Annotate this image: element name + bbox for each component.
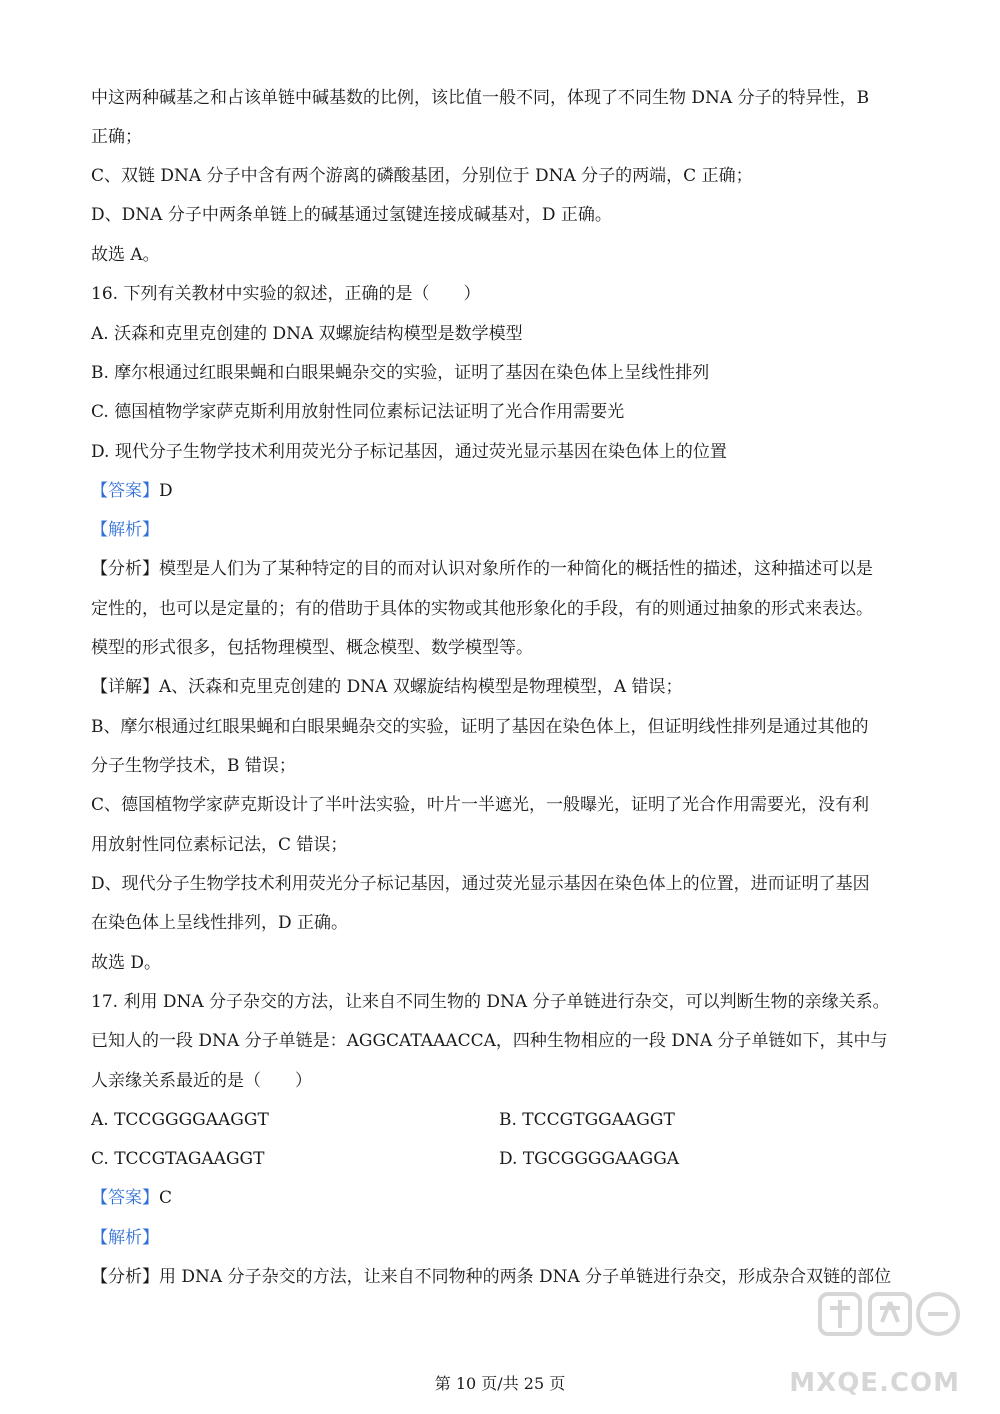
- text-line: 已知人的一段 DNA 分子单链是：AGGCATAAACCA，四种生物相应的一段 DNA 分子单链如下，其中与: [91, 1031, 888, 1051]
- jiexi-tag: 【解析】: [91, 520, 159, 540]
- text-line: 用放射性同位素标记法，C 错误；: [91, 835, 348, 855]
- text-line: 人亲缘关系最近的是（ ）: [91, 1071, 312, 1091]
- page-footer: 第 10 页/共 25 页: [434, 1374, 566, 1393]
- question-16-jiexi: [91, 518, 911, 542]
- text-line: 分子生物学技术，B 错误；: [91, 756, 296, 776]
- answer-tag: 【答案】: [91, 481, 159, 501]
- question-16-answer: [91, 479, 911, 503]
- text-line: 定性的，也可以是定量的；有的借助于具体的实物或其他形象化的手段，有的则通过抽象的形式来表达。: [91, 599, 873, 619]
- xiangjie-tag: 【详解】: [91, 677, 159, 697]
- text-line: 在染色体上呈线性排列，D 正确。: [91, 913, 349, 933]
- watermark-text: MXQE.COM: [789, 1368, 960, 1398]
- question-16-option-c: C. 德国植物学家萨克斯利用放射性同位素标记法证明了光合作用需要光: [91, 402, 625, 422]
- fenxi-text: 用 DNA 分子杂交的方法，让来自不同物种的两条 DNA 分子单链进行杂交，形成杂合双链的部位: [159, 1267, 892, 1287]
- question-17-option-d: D. TGCGGGGAAGGA: [499, 1149, 680, 1169]
- text-line: 正确；: [91, 127, 142, 147]
- question-16-option-a: A. 沃森和克里克创建的 DNA 双螺旋结构模型是数学模型: [91, 324, 523, 344]
- watermark-logo-icon: [816, 1286, 964, 1356]
- watermark: [789, 1286, 964, 1398]
- question-17-jiexi: [91, 1226, 911, 1250]
- fenxi-tag: 【分析】: [91, 1267, 159, 1287]
- question-16-xiangjie: [91, 675, 911, 699]
- text-line: D、DNA 分子中两条单链上的碱基通过氢键连接成碱基对，D 正确。: [91, 205, 612, 225]
- question-16-fenxi: [91, 557, 911, 581]
- question-16-option-d: D. 现代分子生物学技术利用荧光分子标记基因，通过荧光显示基因在染色体上的位置: [91, 442, 727, 462]
- fenxi-text: 模型是人们为了某种特定的目的而对认识对象所作的一种简化的概括性的描述，这种描述可以是: [159, 559, 873, 579]
- jiexi-tag: 【解析】: [91, 1228, 159, 1248]
- text-line: D、现代分子生物学技术利用荧光分子标记基因，通过荧光显示基因在染色体上的位置，进而证明了基因: [91, 874, 870, 894]
- question-17-option-b: B. TCCGTGGAAGGT: [499, 1110, 675, 1130]
- text-line: 中这两种碱基之和占该单链中碱基数的比例，该比值一般不同，体现了不同生物 DNA 分子的特异性，B: [91, 88, 870, 108]
- question-17-fenxi: [91, 1265, 911, 1289]
- text-line: 故选 D。: [91, 953, 162, 973]
- text-line: 模型的形式很多，包括物理模型、概念模型、数学模型等。: [91, 638, 533, 658]
- fenxi-tag: 【分析】: [91, 559, 159, 579]
- text-line: 故选 A。: [91, 245, 160, 265]
- xiangjie-text: A、沃森和克里克创建的 DNA 双螺旋结构模型是物理模型，A 错误；: [159, 677, 683, 697]
- text-line: C、德国植物学家萨克斯设计了半叶法实验，叶片一半遮光，一般曝光，证明了光合作用需要光，没有利: [91, 795, 870, 815]
- question-17-option-a: A. TCCGGGGAAGGT: [91, 1110, 269, 1130]
- answer-value: D: [159, 481, 173, 501]
- text-line: C、双链 DNA 分子中含有两个游离的磷酸基团，分别位于 DNA 分子的两端，C 正确；: [91, 166, 753, 186]
- text-line: B、摩尔根通过红眼果蝇和白眼果蝇杂交的实验，证明了基因在染色体上，但证明线性排列是通过其他的: [91, 717, 869, 737]
- question-17-option-c: C. TCCGTAGAAGGT: [91, 1149, 265, 1169]
- answer-tag: 【答案】: [91, 1188, 159, 1208]
- question-16-stem: 16. 下列有关教材中实验的叙述，正确的是（ ）: [91, 284, 481, 304]
- answer-value: C: [159, 1188, 173, 1208]
- question-16-option-b: B. 摩尔根通过红眼果蝇和白眼果蝇杂交的实验，证明了基因在染色体上呈线性排列: [91, 363, 710, 383]
- question-17-answer: [91, 1186, 911, 1210]
- question-17-stem: 17. 利用 DNA 分子杂交的方法，让来自不同生物的 DNA 分子单链进行杂交，可以判断生物的亲缘关系。: [91, 992, 890, 1012]
